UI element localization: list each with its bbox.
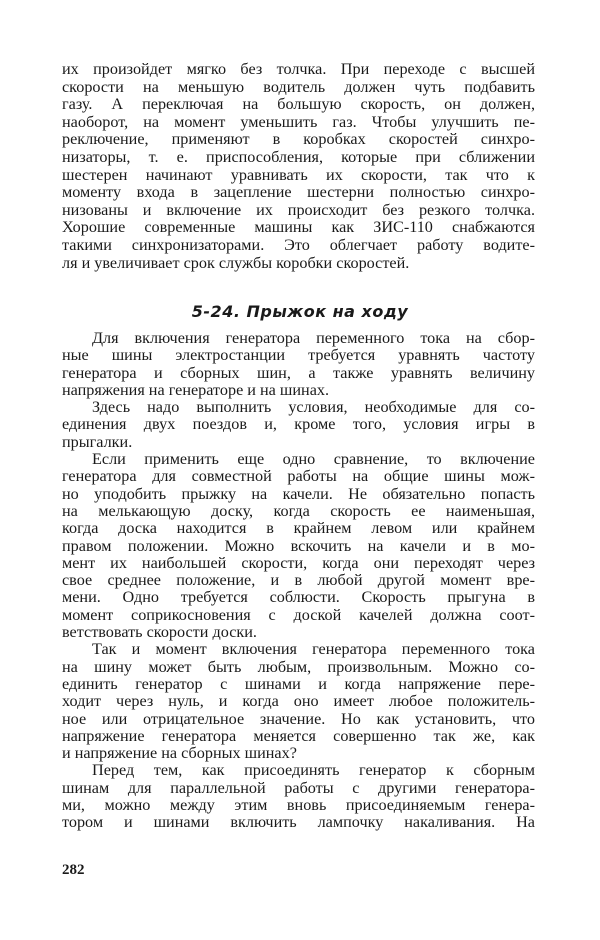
- text-line: свое среднее положение, и в любой другой момент вре-: [62, 572, 535, 590]
- text-line: их произойдет мягко без толчка. При переходе с высшей: [62, 61, 535, 78]
- text-line: ля и увеличивает срок службы коробки скоростей.: [62, 254, 410, 272]
- text-line: когда доска находится в крайнем левом или крайнем: [62, 520, 535, 538]
- text-line: ветствовать скорости доски.: [62, 624, 257, 642]
- text-line: скорости на меньшую водитель должен чуть подбавить: [62, 78, 535, 96]
- text-line: Перед тем, как присоединять генератор к сборным: [92, 762, 535, 780]
- text-line: шинам для параллельной работы с другими генератора-: [62, 779, 535, 797]
- text-line: Здесь надо выполнить условия, необходимые для со-: [92, 399, 535, 417]
- text-line: шестерен начинают уравнивать их скорости, так что к: [62, 166, 535, 184]
- text-line: но уподобить прыжку на качели. Не обязательно попасть: [62, 485, 535, 503]
- text-line: Если применить еще одно сравнение, то включение: [92, 451, 535, 469]
- text-line: на мелькающую доску, когда скорость ее наименьшая,: [62, 502, 535, 520]
- text-line: тором и шинами включить лампочку накаливания. На: [62, 814, 535, 832]
- text-line: моменту входа в зацепление шестерни полностью синхро-: [62, 184, 535, 202]
- text-line: напряжение генератора меняется совершенно так же, как: [62, 727, 535, 745]
- text-line: ное или отрицательное значение. Но как установить, что: [62, 710, 535, 728]
- text-line: на шину может быть любым, произвольным. Можно со-: [62, 658, 535, 676]
- page-number: 282: [62, 862, 85, 878]
- section-text: [62, 330, 535, 832]
- text-line: генератора для совместной работы на общие шины мож-: [62, 468, 535, 486]
- text-line: низаторы, т. е. приспособления, которые при сближении: [62, 148, 535, 166]
- text-line: мени. Одно требуется соблюсти. Скорость прыгуна в: [62, 589, 535, 607]
- text-line: ходит через нуль, и когда оно имеет любое положитель-: [62, 693, 535, 711]
- text-line: ные шины электростанции требуется уравнять частоту: [62, 347, 535, 365]
- text-line: низованы и включение их происходит без резкого толчка.: [62, 201, 535, 219]
- text-line: Хорошие современные машины как ЗИС-110 снабжаются: [62, 219, 535, 237]
- section-heading: 5-24. Прыжок на ходу: [191, 302, 409, 321]
- text-line: единения двух поездов и, кроме того, условия игры в: [62, 416, 535, 434]
- text-line: единить генератор с шинами и когда напряжение пере-: [62, 675, 535, 693]
- text-line: наоборот, на момент уменьшить газ. Чтобы улучшить пе-: [62, 113, 535, 131]
- text-line: момент соприкосновения с доской качелей должна соот-: [62, 606, 535, 624]
- text-line: правом положении. Можно вскочить на качели и в мо-: [62, 537, 535, 555]
- text-line: Так и момент включения генератора переменного тока: [92, 641, 535, 659]
- intro-text: [62, 61, 535, 272]
- text-line: генератора и сборных шин, а также уравнять величину: [62, 364, 535, 382]
- text-line: напряжения на генераторе и на шинах.: [62, 381, 330, 399]
- text-line: реключение, применяют в коробках скоростей синхро-: [62, 131, 535, 149]
- text-line: прыгалки.: [62, 433, 133, 451]
- text-line: мент их наибольшей скорости, когда они переходят через: [62, 554, 535, 572]
- text-line: ми, можно между этим вновь присоединяемым генера-: [62, 797, 535, 815]
- text-line: такими синхронизаторами. Это облегчает работу водите-: [62, 236, 535, 254]
- text-line: газу. А переключая на большую скорость, он должен,: [62, 96, 535, 114]
- text-line: Для включения генератора переменного тока на сбор-: [92, 330, 535, 347]
- text-line: и напряжение на сборных шинах?: [62, 745, 297, 763]
